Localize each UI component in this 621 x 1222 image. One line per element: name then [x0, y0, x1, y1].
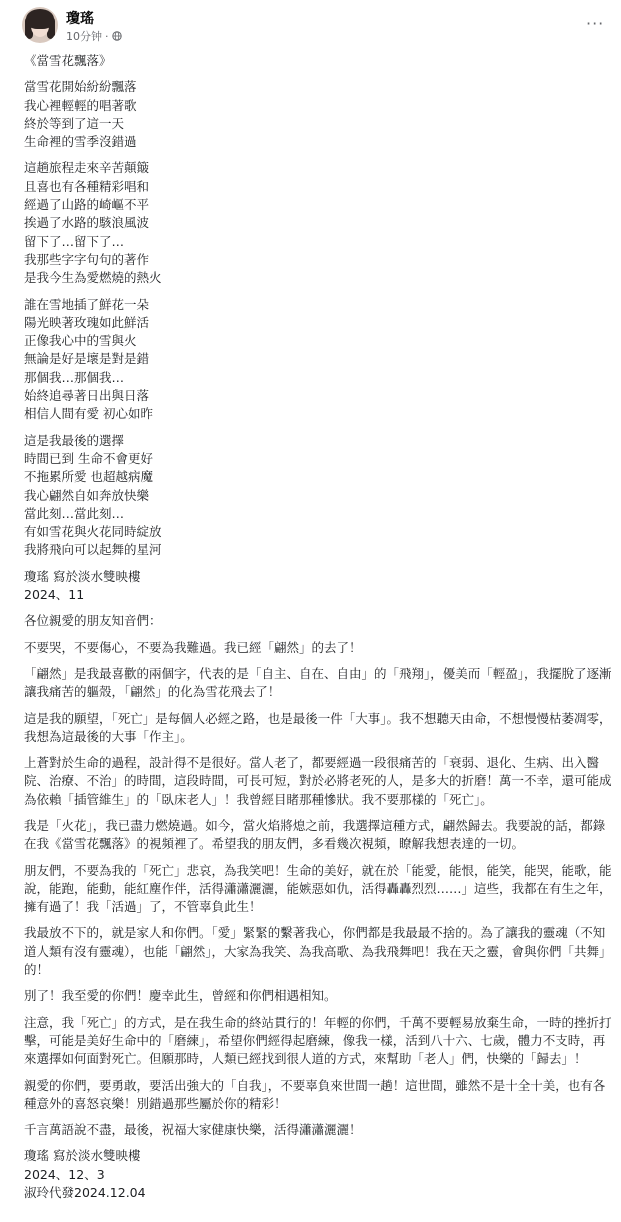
globe-icon	[112, 31, 122, 41]
poem-line: 是我今生為愛燃燒的熱火	[24, 270, 162, 286]
author-name[interactable]: 瓊瑤	[66, 11, 94, 27]
letter-greeting: 各位親愛的朋友知音們：	[24, 613, 162, 629]
post-time[interactable]: 10分钟	[66, 30, 102, 43]
poem-stanza	[24, 296, 614, 424]
poem-line: 時間已到 生命不會更好	[24, 450, 153, 466]
poem-signature	[24, 568, 614, 605]
poem-line: 不拖累所愛 也超越病魔	[24, 469, 153, 485]
posted-by: 淑玲代發2024.12.04	[24, 1185, 146, 1201]
poem-stanza	[24, 78, 614, 151]
poem-line: 生命裡的雪季沒錯過	[24, 134, 137, 150]
letter-paragraph: 千言萬語說不盡，最後，祝福大家健康快樂，活得瀟瀟灑灑！	[24, 1122, 362, 1138]
poem-line: 我將飛向可以起舞的星河	[24, 542, 162, 558]
letter-paragraph: 朋友們，不要為我的「死亡」悲哀，為我笑吧！生命的美好，就在於「能愛，能恨，能笑，能哭，能歌，能說，能跑，能動，能紅塵作伴，活得瀟瀟灑灑，能嫉惡如仇，活得轟轟烈烈……」這些，我都在有生之年，擁有過了！我「活過」了，不管辜負此生！	[24, 862, 612, 915]
signature-line: 瓊瑤 寫於淡水雙映樓	[24, 1148, 141, 1164]
letter-paragraph: 我是「火花」，我已盡力燃燒過。如今，當火焰將熄之前，我選擇這種方式，翩然歸去。我要說的話，都錄在我《當雪花飄落》的視頻裡了。希望我的朋友們，多看幾次視頻，瞭解我想表達的一切。	[24, 817, 606, 852]
letter-paragraph: 上蒼對於生命的過程，設計得不是很好。當人老了，都要經過一段很痛苦的「衰弱、退化、生病、出入醫院、治療、不治」的時間，這段時間，可長可短，對於必將老死的人，是多大的折磨！萬一不幸，還可能成為依賴「插管維生」的「臥床老人」！我曾經目睹那種慘狀。我不要那樣的「死亡」。	[24, 755, 612, 807]
letter-paragraph: 「翩然」是我最喜歡的兩個字，代表的是「自主、自在、自由」的「飛翔」，優美而「輕盈」，我擺脫了逐漸讓我痛苦的軀殼，「翩然」的化為雪花飛去了！	[24, 665, 612, 700]
poem-line: 經過了山路的崎嶇不平	[24, 197, 150, 213]
poem-line: 當雪花開始紛紛飄落	[24, 79, 137, 95]
letter-paragraph: 這是我的願望，「死亡」是每個人必經之路，也是最後一件「大事」。我不想聽天由命，不想慢慢枯萎凋零，我想為這最後的大事「作主」。	[24, 710, 612, 744]
letter-paragraph: 別了！我至愛的你們！慶幸此生，曾經和你們相遇相知。	[24, 988, 337, 1004]
avatar[interactable]	[22, 7, 58, 43]
letter-paragraph: 親愛的你們，要勇敢，要活出強大的「自我」，不要辜負來世間一趟！這世間，雖然不是十全十美，也有各種意外的喜怒哀樂！別錯過那些屬於你的精彩！	[24, 1077, 606, 1111]
post-body	[24, 52, 614, 1210]
poem-stanza	[24, 159, 614, 287]
poem-line: 且喜也有各種精彩唱和	[24, 178, 150, 194]
poem-line: 有如雪花與火花同時綻放	[24, 524, 162, 540]
poem-line: 這趟旅程走來辛苦顛簸	[24, 160, 150, 176]
poem-line: 正像我心中的雪與火	[24, 333, 137, 349]
signature-date: 2024、12、3	[24, 1166, 105, 1182]
signature-line: 瓊瑤 寫於淡水雙映樓	[24, 568, 141, 584]
letter-signature	[24, 1147, 614, 1202]
poem-line: 那個我…那個我…	[24, 369, 125, 385]
poem-line: 挨過了水路的駭浪風波	[24, 215, 150, 231]
poem-line: 陽光映著玫瑰如此鮮活	[24, 314, 150, 330]
poem-line: 留下了…留下了…	[24, 233, 125, 249]
poem-line: 這是我最後的選擇	[24, 432, 125, 448]
more-dots-icon[interactable]: ···	[586, 14, 605, 33]
poem-title: 《當雪花飄落》	[24, 53, 112, 68]
post-meta	[66, 28, 122, 44]
poem-stanza	[24, 432, 614, 560]
letter-paragraph: 我最放不下的，就是家人和你們。「愛」緊緊的繫著我心，你們都是我最最不捨的。為了讓我的靈魂（不知道人類有沒有靈魂），也能「翩然」，大家為我笑、為我高歌、為我飛舞吧！我在天之靈，會與你們「共舞」的！	[24, 925, 612, 978]
poem-line: 我那些字字句句的著作	[24, 251, 150, 267]
poem-line: 我心翩然自如奔放快樂	[24, 487, 150, 503]
poem-line: 我心裡輕輕的唱著歌	[24, 97, 137, 113]
poem-line: 當此刻…當此刻…	[24, 505, 125, 521]
letter-paragraph: 不要哭，不要傷心，不要為我難過。我已經「翩然」的去了！	[24, 639, 362, 655]
poem-line: 相信人間有愛 初心如昨	[24, 406, 153, 422]
letter-paragraph: 注意，我「死亡」的方式，是在我生命的終站貫行的！年輕的你們，千萬不要輕易放棄生命，一時的挫折打擊，可能是美好生命中的「磨練」，希望你們經得起磨練，像我一樣，活到八十六、七歲，體力不支時，再來選擇如何面對死亡。但願那時，人類已經找到很人道的方式，來幫助「老人」們，快樂的「歸去」！	[24, 1014, 612, 1067]
poem-line: 始終追尋著日出與日落	[24, 388, 150, 404]
post-header	[0, 0, 621, 50]
meta-separator: ·	[105, 29, 109, 43]
signature-date: 2024、11	[24, 587, 85, 603]
poem-line: 誰在雪地插了鮮花一朵	[24, 296, 150, 312]
poem-line: 終於等到了這一天	[24, 115, 125, 131]
poem-line: 無論是好是壞是對是錯	[24, 351, 150, 367]
